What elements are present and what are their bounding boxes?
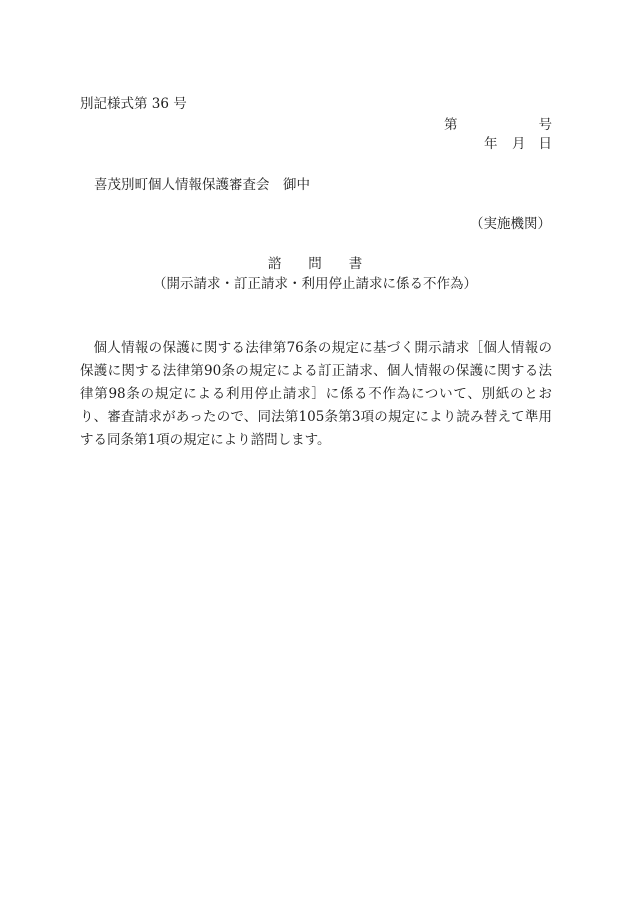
implementing-agency: （実施機関） [470,216,551,232]
form-number: 別記様式第 36 号 [80,96,187,112]
date-day-label: 日 [538,136,552,152]
date-year-label: 年 [484,136,498,152]
document-number-prefix: 第 [444,117,458,133]
document-title: 諮 問 書 [267,256,363,272]
addressee: 喜茂別町個人情報保護審査会 御中 [94,177,310,193]
document-number-suffix: 号 [538,117,552,133]
date-month-label: 月 [512,136,526,152]
body-paragraph: 個人情報の保護に関する法律第76条の規定に基づく開示請求［個人情報の保護に関する法律第90条の規定による訂正請求、個人情報の保護に関する法律第98条の規定による利用停止請求］に係る不作為について、別紙のとおり、審査請求があったので、同法第105条第3項の規定により読み替えて準用する同条第1項の規定により諮問します。 [80,340,552,448]
document-subtitle: （開示請求・訂正請求・利用停止請求に係る不作為） [153,276,477,292]
